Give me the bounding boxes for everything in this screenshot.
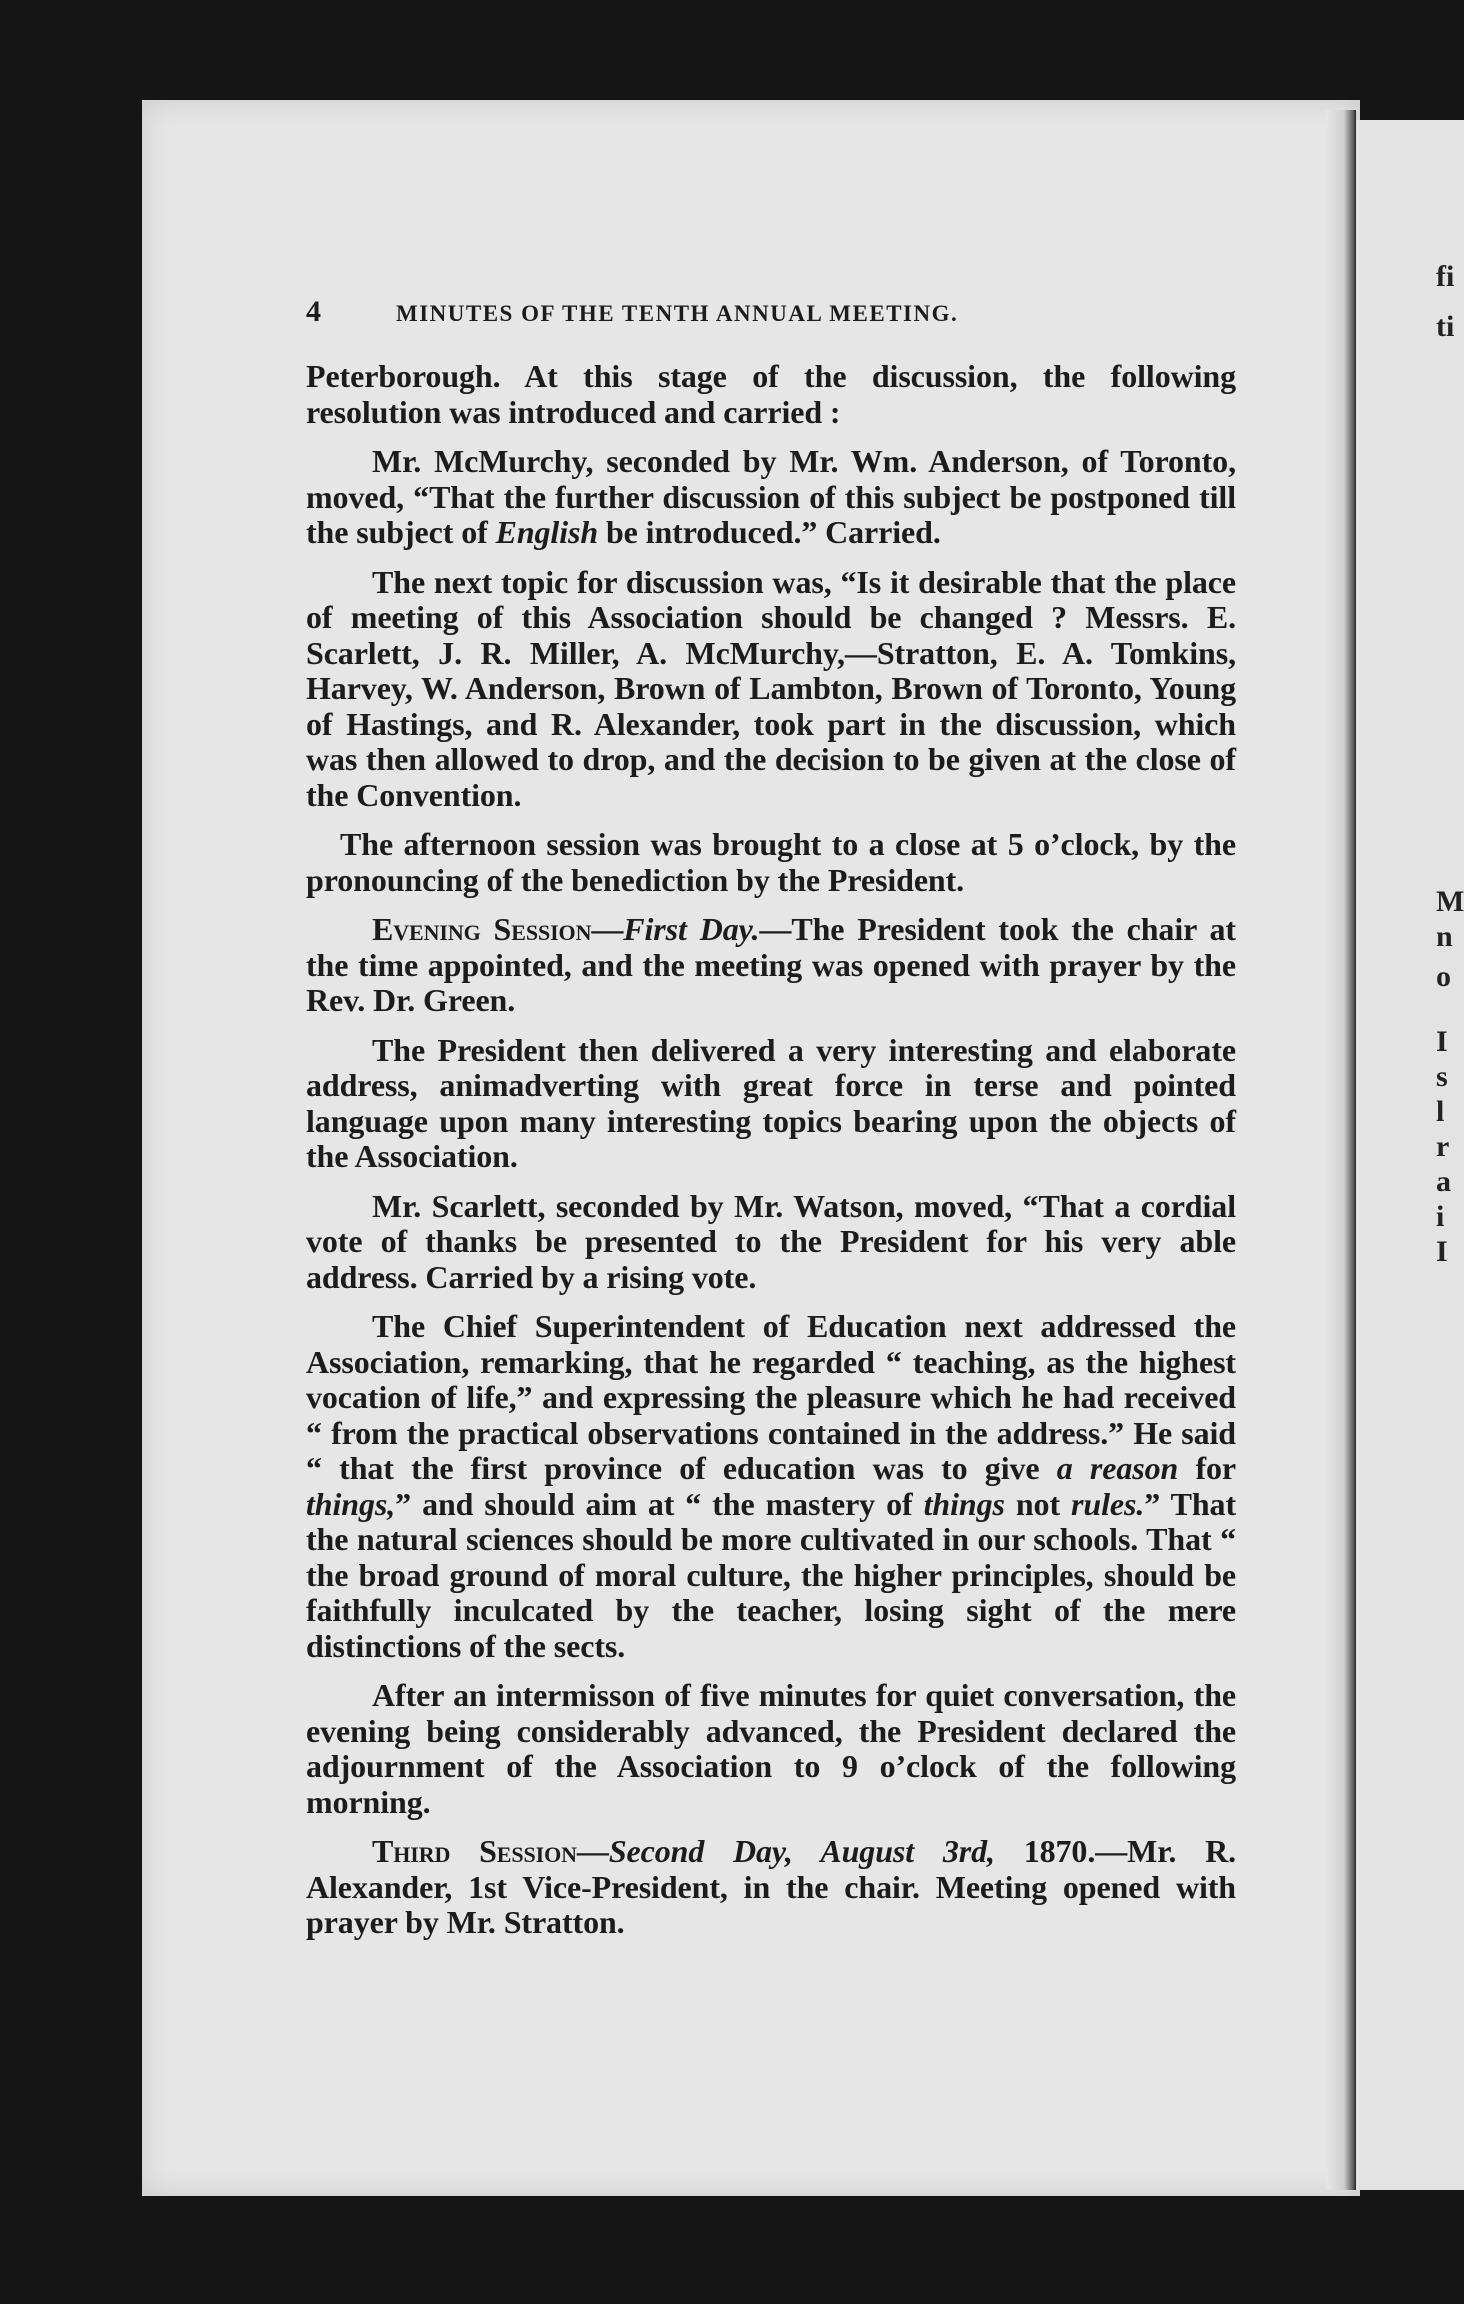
paragraph: The next topic for discussion was, “Is it desirable that the place of meeting of this Association should be changed ? Messrs. E. Scarlett, J. R. Miller, A. McMurchy,—Stratton, E. A. Tomkins, Harvey, W. Anderson, Brown of Lambton, Brown of Toronto, Young of Hastings, and R. Alexander, took part in the discussion, which was then allowed to drop, and the decision to be given at the close of the Convention. [306,563,1236,813]
adjacent-page-fragment: o [1436,960,1451,993]
running-title: MINUTES OF THE TENTH ANNUAL MEETING. [396,301,959,326]
paragraph [306,912,1236,1019]
adjacent-page-fragment: a [1436,1165,1451,1198]
paragraph: Mr. Scarlett, seconded by Mr. Watson, moved, “That a cordial vote of thanks be presented to the President for his very able address. Carried by a rising vote. [306,1187,1236,1295]
session-heading: Third Session [372,1833,577,1869]
adjacent-page-fragment: r [1436,1130,1450,1163]
text-run: 1870.—Mr. R. Alexander, 1st Vice-President, in the chair. Meeting opened with prayer by Mr. Stratton. [306,1833,1236,1940]
text-run-italic: things [923,1485,1005,1522]
text-run: —The President took the chair at the time appointed, and the meeting was opened with prayer by the Rev. Dr. Green. [306,911,1236,1018]
text-run: be introduced.” Carried. [598,514,941,550]
text-run: ” That the natural sciences should be more cultivated in our schools. That “ the broad ground of moral culture, the higher principles, should be faithfully inculcated by the teacher, losing sight of the mere distinctions of the sects. [306,1485,1236,1664]
paragraph [306,1309,1236,1664]
page-number: 4 [306,295,323,328]
session-heading: Evening Session [372,911,592,947]
adjacent-page-fragment: s [1436,1060,1448,1093]
paragraph: Peterborough. At this stage of the discussion, the following resolution was introduced and carried : [306,358,1236,430]
adjacent-page-edge [1356,120,1464,2190]
running-header [306,295,1236,329]
adjacent-page-fragment: I [1436,1235,1448,1268]
text-run-italic: a reason [1056,1450,1179,1486]
text-run-italic: English [495,514,599,550]
text-run-italic: First Day. [623,911,760,947]
text-run: not [1004,1485,1072,1522]
text-run: The Chief Superintendent of Education next addressed the Association, remarking, that he regarded “ teaching, as the highest vocation of life,” and expressing the pleasure which he had received “ from the practical observations contained in the address.” He said “ that the first province of education was to give [306,1308,1236,1486]
adjacent-page-fragment: I [1436,1025,1448,1058]
paragraph [306,444,1236,551]
text-run-italic: Second Day, August 3rd, [608,1833,995,1869]
paragraph: After an intermisson of five minutes for quiet conversation, the evening being considerably advanced, the President declared the adjournment of the Association to 9 o’clock of the following morning. [306,1677,1236,1820]
text-run: Mr. McMurchy, seconded by Mr. Wm. Anderson, of Toronto, moved, “That the further discussion of this subject be postponed till the subject of [306,443,1236,550]
text-run-italic: things, [306,1485,396,1522]
adjacent-page-fragment: M [1436,885,1464,918]
paragraph: The afternoon session was brought to a close at 5 o’clock, by the pronouncing of the benediction by the President. [306,826,1236,898]
adjacent-page-fragment: fi [1436,260,1455,293]
text-run: — [591,911,624,947]
text-run: — [576,1833,609,1869]
text-run-italic: rules. [1071,1485,1145,1522]
adjacent-page-fragment: ti [1436,310,1455,343]
adjacent-page-fragment: i [1436,1200,1445,1233]
page-content [306,295,1236,1955]
text-run: for [1178,1450,1237,1486]
text-run: ” and should aim at “ the mastery of [395,1485,924,1522]
paragraph: The President then delivered a very interesting and elaborate address, animadverting with great force in terse and pointed language upon many interesting topics bearing upon the objects of the Association. [306,1031,1236,1174]
paragraph [306,1834,1236,1941]
adjacent-page-fragment: l [1436,1095,1445,1128]
adjacent-page-fragment: n [1436,920,1453,953]
page-gutter [1326,110,1356,2190]
